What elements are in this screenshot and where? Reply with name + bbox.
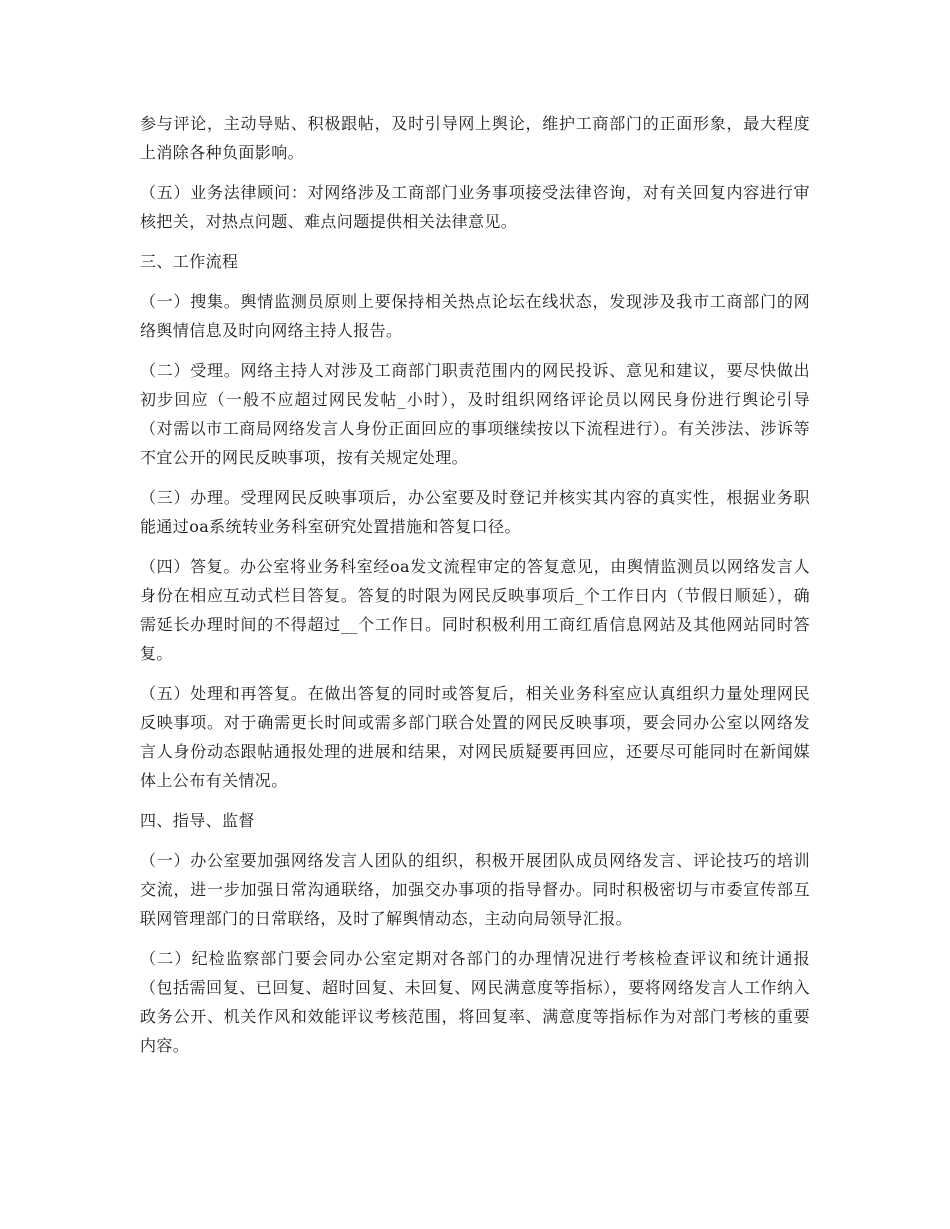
- paragraph: （五）业务法律顾问：对网络涉及工商部门业务事项接受法律咨询，对有关回复内容进行审核把关，对热点问题、难点问题提供相关法律意见。: [140, 183, 810, 231]
- paragraph: （一）搜集。舆情监测员原则上要保持相关热点论坛在线状态，发现涉及我市工商部门的网络舆情信息及时向网络主持人报告。: [140, 292, 810, 340]
- section-heading: 三、工作流程: [140, 252, 239, 271]
- paragraph: 参与评论，主动导贴、积极跟帖，及时引导网上舆论，维护工商部门的正面形象，最大程度上消除各种负面影响。: [140, 114, 810, 162]
- paragraph: （五）处理和再答复。在做出答复的同时或答复后，相关业务科室应认真组织力量处理网民反映事项。对于确需更长时间或需多部门联合处置的网民反映事项，要会同办公室以网络发言人身份动态跟帖通报处理的进展和结果，对网民质疑要再回应，还要尽可能同时在新闻媒体上公布有关情况。: [140, 684, 810, 790]
- paragraph: （四）答复。办公室将业务科室经oa发文流程审定的答复意见，由舆情监测员以网络发言人身份在相应互动式栏目答复。答复的时限为网民反映事项后_个工作日内（节假日顺延），确需延长办理时间的不得超过__个工作日。同时积极利用工商红盾信息网站及其他网站同时答复。: [140, 557, 810, 663]
- document-body: [140, 109, 810, 1071]
- paragraph: （二）纪检监察部门要会同办公室定期对各部门的办理情况进行考核检查评议和统计通报（包括需回复、已回复、超时回复、未回复、网民满意度等指标），要将网络发言人工作纳入政务公开、机关作风和效能评议考核范围，将回复率、满意度等指标作为对部门考核的重要内容。: [140, 949, 810, 1055]
- paragraph: （一）办公室要加强网络发言人团队的组织，积极开展团队成员网络发言、评论技巧的培训交流，进一步加强日常沟通联络，加强交办事项的指导督办。同时积极密切与市委宣传部互联网管理部门的日常联络，及时了解舆情动态，主动向局领导汇报。: [140, 851, 810, 928]
- paragraph: （二）受理。网络主持人对涉及工商部门职责范围内的网民投诉、意见和建议，要尽快做出初步回应（一般不应超过网民发帖_小时），及时组织网络评论员以网民身份进行舆论引导（对需以市工商局网络发言人身份正面回应的事项继续按以下流程进行）。有关涉法、涉诉等不宜公开的网民反映事项，按有关规定处理。: [140, 361, 810, 467]
- paragraph: （三）办理。受理网民反映事项后，办公室要及时登记并核实其内容的真实性，根据业务职能通过oa系统转业务科室研究处置措施和答复口径。: [140, 488, 810, 536]
- section-heading: 四、指导、监督: [140, 811, 255, 830]
